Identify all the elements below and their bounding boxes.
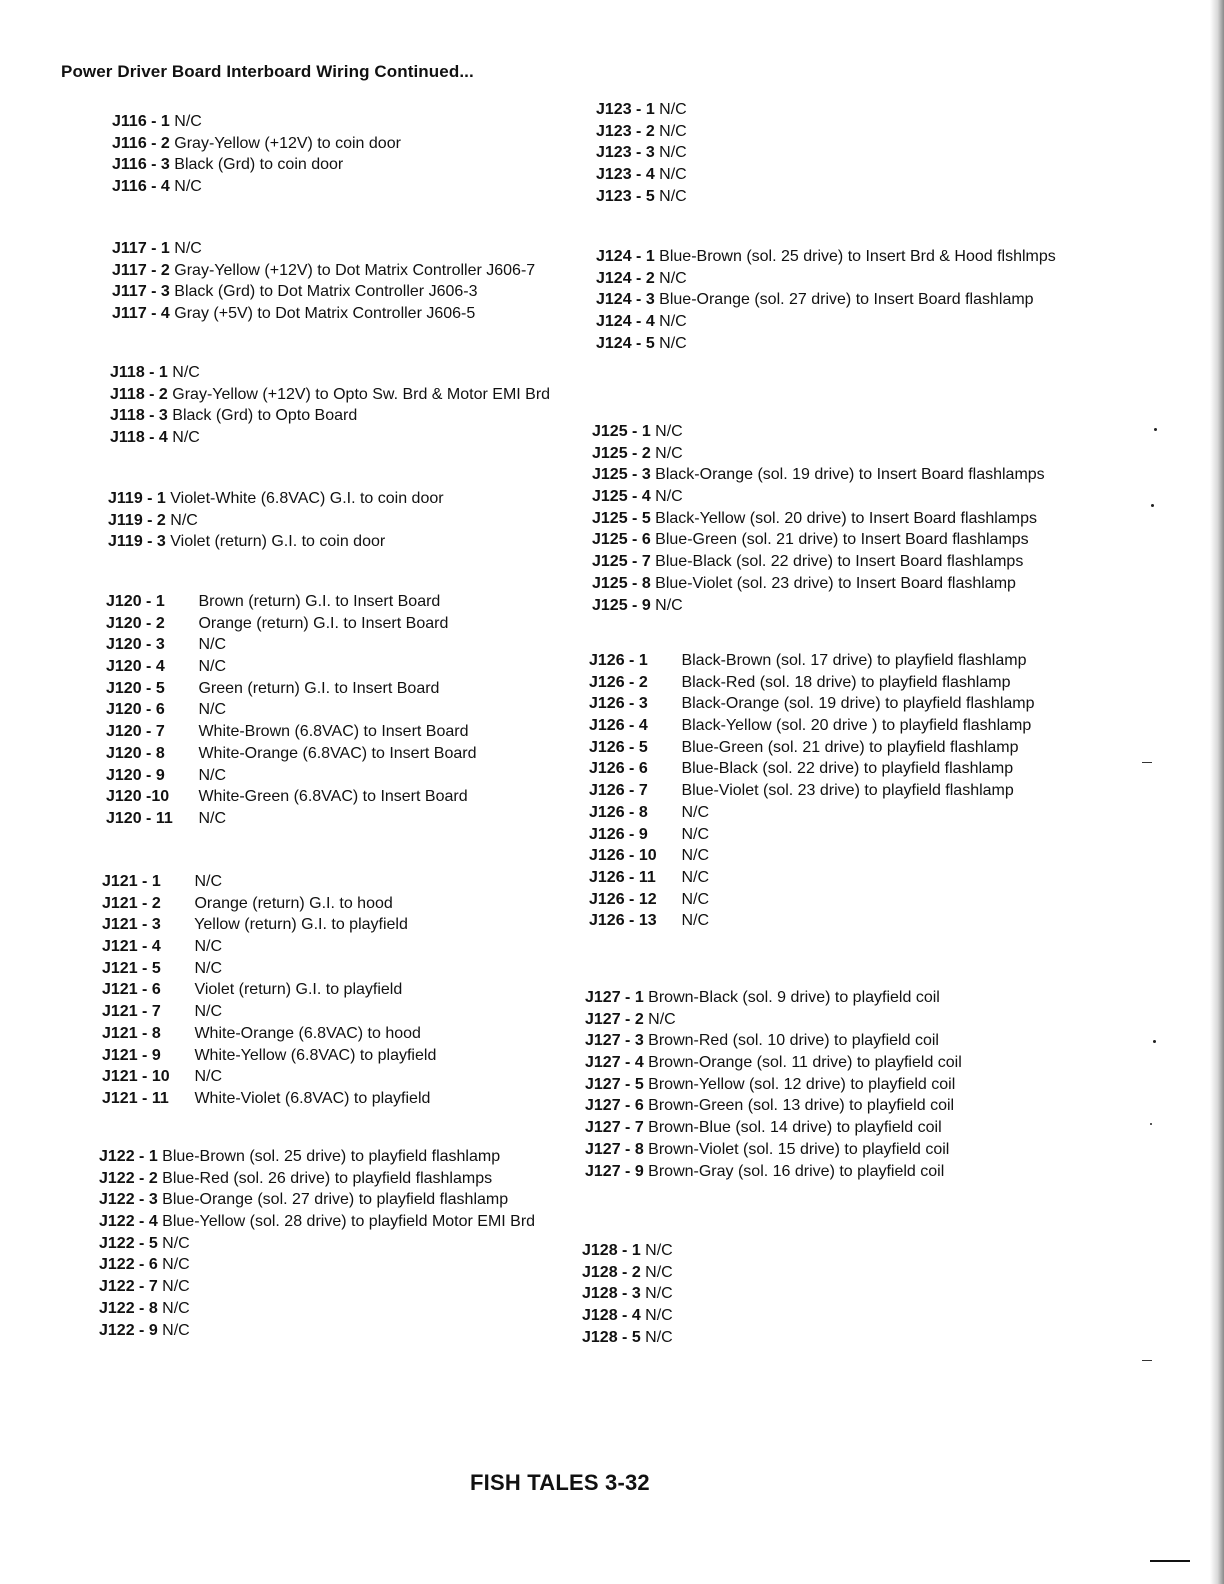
pin-label: J125 - 8 — [592, 574, 651, 592]
pin-row — [592, 443, 1045, 465]
pin-row — [589, 693, 1035, 715]
pin-description: Black-Orange (sol. 19 drive) to Insert Board flashlamps — [655, 466, 1045, 484]
pin-label: J126 - 13 — [589, 912, 657, 930]
pin-row — [106, 743, 477, 765]
pin-row — [589, 910, 1035, 932]
pin-description: Brown-Gray (sol. 16 drive) to playfield coil — [648, 1162, 945, 1180]
connector-group-j123 — [596, 99, 687, 207]
pin-description: N/C — [659, 101, 687, 118]
pin-row — [596, 246, 1056, 268]
connector-group-j125 — [592, 421, 1045, 616]
pin-label: J126 - 6 — [589, 760, 648, 778]
page-title: Power Driver Board Interboard Wiring Continued... — [61, 62, 474, 81]
pin-label: J128 - 2 — [582, 1263, 641, 1281]
pin-label: J121 - 2 — [102, 894, 161, 912]
pin-row — [582, 1327, 673, 1349]
pin-description: Blue-Green (sol. 21 drive) to Insert Board flashlamps — [655, 531, 1029, 549]
pin-row — [585, 1074, 962, 1096]
pin-label: J116 - 4 — [112, 178, 170, 196]
pin-row — [585, 1139, 962, 1161]
pin-label: J118 - 1 — [110, 364, 168, 381]
pin-label: J126 - 7 — [589, 782, 648, 800]
pin-description: Black-Brown (sol. 17 drive) to playfield flashlamp — [681, 652, 1027, 669]
pin-description: Gray (+5V) to Dot Matrix Controller J606-5 — [174, 305, 476, 323]
pin-row — [102, 1001, 436, 1023]
pin-description: Orange (return) G.I. to hood — [194, 894, 393, 912]
pin-label: J121 - 9 — [102, 1046, 161, 1064]
pin-description: N/C — [174, 178, 202, 196]
pin-row — [589, 824, 1035, 846]
pin-description: N/C — [659, 122, 687, 140]
pin-label: J121 - 3 — [102, 916, 161, 934]
pin-row — [112, 176, 401, 198]
pin-row — [596, 311, 1056, 333]
pin-label: J126 - 9 — [589, 825, 648, 843]
pin-description: Brown-Black (sol. 9 drive) to playfield coil — [648, 989, 940, 1006]
pin-description: Black-Orange (sol. 19 drive) to playfield flashlamp — [681, 695, 1035, 713]
pin-label: J122 - 8 — [99, 1299, 158, 1317]
pin-description: N/C — [174, 113, 202, 130]
connector-group-j119 — [108, 488, 444, 553]
pin-label: J128 - 5 — [582, 1328, 641, 1346]
scan-speck — [1150, 1123, 1152, 1125]
pin-row — [589, 737, 1035, 759]
pin-label: J127 - 8 — [585, 1140, 644, 1158]
pin-description: Gray-Yellow (+12V) to Opto Sw. Brd & Motor EMI Brd — [172, 385, 551, 403]
pin-row — [110, 384, 550, 406]
pin-row — [110, 362, 550, 384]
pin-row — [596, 289, 1056, 311]
pin-label: J120 - 9 — [106, 766, 165, 784]
pin-description: N/C — [659, 334, 687, 352]
pin-label: J119 - 3 — [108, 533, 166, 551]
pin-description: Brown-Orange (sol. 11 drive) to playfield coil — [648, 1054, 962, 1072]
pin-description: Blue-Red (sol. 26 drive) to playfield flashlamps — [162, 1169, 493, 1187]
pin-row — [589, 867, 1035, 889]
pin-row — [589, 650, 1035, 672]
pin-row — [585, 1161, 962, 1183]
pin-description: N/C — [645, 1242, 673, 1259]
pin-description: Brown-Blue (sol. 14 drive) to playfield coil — [648, 1119, 942, 1137]
pin-description: N/C — [655, 488, 683, 506]
connector-group-j116 — [112, 111, 401, 198]
scan-mark — [1150, 1560, 1190, 1562]
pin-label: J122 - 4 — [99, 1213, 158, 1231]
pin-label: J125 - 3 — [592, 466, 651, 484]
pin-label: J117 - 4 — [112, 305, 170, 323]
pin-description: N/C — [648, 1010, 676, 1028]
pin-description: White-Yellow (6.8VAC) to playfield — [194, 1046, 437, 1064]
pin-label: J116 - 2 — [112, 134, 170, 152]
pin-row — [112, 303, 535, 325]
pin-row — [102, 914, 436, 936]
pin-label: J118 - 2 — [110, 385, 168, 403]
pin-row — [589, 780, 1035, 802]
pin-description: N/C — [645, 1285, 673, 1303]
pin-description: N/C — [655, 596, 683, 614]
pin-description: Black (Grd) to Dot Matrix Controller J606-3 — [174, 283, 478, 301]
pin-label: J120 - 2 — [106, 614, 165, 632]
pin-row — [589, 889, 1035, 911]
pin-label: J122 - 3 — [99, 1191, 158, 1209]
pin-label: J119 - 2 — [108, 511, 166, 529]
pin-label: J127 - 7 — [585, 1119, 644, 1137]
pin-label: J126 - 12 — [589, 890, 657, 908]
pin-label: J120 - 11 — [106, 809, 173, 827]
pin-row — [592, 421, 1045, 443]
pin-row — [106, 699, 477, 721]
pin-row — [99, 1233, 535, 1255]
pin-description: Brown (return) G.I. to Insert Board — [198, 593, 441, 610]
pin-label: J120 - 6 — [106, 701, 165, 719]
pin-label: J124 - 5 — [596, 334, 655, 352]
pin-row — [108, 510, 444, 532]
pin-description: Blue-Yellow (sol. 28 drive) to playfield Motor EMI Brd — [162, 1213, 536, 1231]
pin-description: Black-Yellow (sol. 20 drive) to Insert Board flashlamps — [655, 509, 1037, 527]
pin-row — [110, 427, 550, 449]
pin-description: Blue-Green (sol. 21 drive) to playfield flashlamp — [681, 738, 1019, 756]
pin-label: J121 - 4 — [102, 938, 161, 956]
pin-description: Black (Grd) to Opto Board — [172, 407, 358, 425]
connector-group-j126 — [589, 650, 1035, 932]
pin-label: J123 - 4 — [596, 166, 655, 184]
pin-description: N/C — [645, 1328, 673, 1346]
pin-row — [112, 260, 535, 282]
pin-row — [108, 531, 444, 553]
pin-description: Orange (return) G.I. to Insert Board — [198, 614, 449, 632]
pin-description: White-Orange (6.8VAC) to Insert Board — [198, 744, 477, 762]
pin-description: N/C — [198, 658, 227, 676]
connector-group-j124 — [596, 246, 1056, 354]
pin-label: J120 - 3 — [106, 636, 165, 654]
pin-label: J124 - 3 — [596, 291, 655, 309]
pin-row — [589, 672, 1035, 694]
pin-row — [592, 573, 1045, 595]
connector-group-j121 — [102, 871, 436, 1110]
pin-row — [596, 186, 687, 208]
pin-description: Brown-Violet (sol. 15 drive) to playfield coil — [648, 1140, 950, 1158]
pin-row — [592, 464, 1045, 486]
pin-row — [102, 871, 436, 893]
connector-group-j128 — [582, 1240, 673, 1348]
pin-description: N/C — [194, 938, 223, 956]
pin-label: J127 - 9 — [585, 1162, 644, 1180]
pin-description: N/C — [681, 825, 710, 843]
pin-label: J128 - 4 — [582, 1307, 641, 1325]
pin-description: N/C — [172, 364, 200, 381]
pin-description: N/C — [681, 890, 710, 908]
pin-label: J116 - 1 — [112, 113, 170, 130]
pin-label: J126 - 4 — [589, 717, 648, 735]
pin-description: N/C — [198, 766, 227, 784]
scan-mark — [1142, 762, 1152, 763]
pin-row — [102, 1066, 436, 1088]
pin-description: Violet (return) G.I. to coin door — [170, 533, 386, 551]
pin-label: J121 - 6 — [102, 981, 161, 999]
pin-row — [112, 154, 401, 176]
pin-description: Blue-Orange (sol. 27 drive) to playfield flashlamp — [162, 1191, 509, 1209]
pin-row — [112, 133, 401, 155]
pin-row — [596, 142, 687, 164]
pin-description: N/C — [659, 313, 687, 331]
pin-label: J122 - 1 — [99, 1148, 158, 1165]
pin-label: J124 - 1 — [596, 248, 655, 265]
connector-group-j127 — [585, 987, 962, 1182]
pin-row — [582, 1283, 673, 1305]
pin-description: N/C — [162, 1299, 190, 1317]
pin-label: J121 - 1 — [102, 873, 161, 890]
pin-row — [592, 551, 1045, 573]
pin-row — [596, 333, 1056, 355]
pin-row — [592, 508, 1045, 530]
pin-label: J122 - 6 — [99, 1256, 158, 1274]
pin-row — [592, 529, 1045, 551]
pin-description: N/C — [198, 809, 227, 827]
pin-label: J121 - 5 — [102, 959, 161, 977]
pin-row — [589, 715, 1035, 737]
pin-description: N/C — [198, 701, 227, 719]
page-footer: FISH TALES 3-32 — [470, 1470, 650, 1495]
connector-group-j118 — [110, 362, 550, 449]
pin-row — [102, 893, 436, 915]
pin-description: N/C — [194, 873, 223, 890]
pin-row — [99, 1146, 535, 1168]
pin-label: J125 - 5 — [592, 509, 651, 527]
pin-description: N/C — [194, 1068, 223, 1086]
pin-row — [596, 99, 687, 121]
pin-description: N/C — [659, 187, 687, 205]
pin-label: J126 - 3 — [589, 695, 648, 713]
pin-row — [582, 1305, 673, 1327]
pin-label: J120 - 8 — [106, 744, 165, 762]
pin-description: N/C — [645, 1263, 673, 1281]
pin-description: N/C — [655, 444, 683, 462]
pin-description: N/C — [162, 1278, 190, 1296]
pin-row — [99, 1189, 535, 1211]
pin-description: N/C — [174, 240, 202, 257]
pin-description: Blue-Brown (sol. 25 drive) to Insert Brd & Hood flshlmps — [659, 248, 1056, 265]
pin-description: Gray-Yellow (+12V) to Dot Matrix Controller J606-7 — [174, 261, 536, 279]
pin-label: J126 - 2 — [589, 673, 648, 691]
pin-row — [585, 1117, 962, 1139]
pin-label: J121 - 10 — [102, 1068, 170, 1086]
pin-label: J118 - 4 — [110, 429, 168, 447]
pin-label: J125 - 7 — [592, 553, 651, 571]
pin-label: J120 - 7 — [106, 723, 165, 741]
pin-label: J127 - 4 — [585, 1054, 644, 1072]
pin-label: J124 - 2 — [596, 269, 655, 287]
pin-row — [585, 1030, 962, 1052]
pin-label: J128 - 3 — [582, 1285, 641, 1303]
pin-row — [596, 268, 1056, 290]
pin-label: J117 - 2 — [112, 261, 170, 279]
pin-row — [585, 1052, 962, 1074]
pin-label: J123 - 2 — [596, 122, 655, 140]
pin-row — [99, 1254, 535, 1276]
pin-row — [99, 1320, 535, 1342]
pin-label: J116 - 3 — [112, 156, 170, 174]
pin-label: J121 - 11 — [102, 1089, 169, 1107]
pin-description: Gray-Yellow (+12V) to coin door — [174, 134, 401, 152]
pin-row — [106, 656, 477, 678]
pin-row — [106, 721, 477, 743]
pin-row — [596, 164, 687, 186]
pin-description: N/C — [659, 144, 687, 162]
pin-row — [592, 486, 1045, 508]
pin-row — [112, 281, 535, 303]
pin-label: J125 - 1 — [592, 423, 651, 440]
pin-label: J127 - 2 — [585, 1010, 644, 1028]
pin-label: J126 - 5 — [589, 738, 648, 756]
pin-label: J124 - 4 — [596, 313, 655, 331]
pin-row — [585, 987, 962, 1009]
pin-label: J122 - 5 — [99, 1234, 158, 1252]
pin-label: J121 - 8 — [102, 1024, 161, 1042]
pin-label: J118 - 3 — [110, 407, 168, 425]
pin-description: Blue-Orange (sol. 27 drive) to Insert Board flashlamp — [659, 291, 1034, 309]
pin-description: Green (return) G.I. to Insert Board — [198, 679, 440, 697]
scan-speck — [1154, 428, 1157, 431]
pin-label: J126 - 10 — [589, 847, 657, 865]
pin-description: N/C — [194, 959, 223, 977]
pin-description: N/C — [681, 803, 710, 821]
pin-description: N/C — [655, 423, 683, 440]
pin-description: N/C — [659, 166, 687, 184]
pin-description: N/C — [162, 1321, 190, 1339]
connector-group-j117 — [112, 238, 535, 325]
pin-description: Blue-Violet (sol. 23 drive) to Insert Board flashlamp — [655, 574, 1016, 592]
pin-label: J117 - 1 — [112, 240, 170, 257]
pin-row — [106, 591, 477, 613]
pin-description: N/C — [681, 847, 710, 865]
pin-description: Black-Yellow (sol. 20 drive ) to playfield flashlamp — [681, 717, 1032, 735]
pin-label: J127 - 1 — [585, 989, 644, 1006]
pin-label: J121 - 7 — [102, 1003, 161, 1021]
pin-row — [106, 678, 477, 700]
pin-row — [112, 111, 401, 133]
pin-row — [108, 488, 444, 510]
pin-row — [102, 958, 436, 980]
pin-row — [596, 121, 687, 143]
pin-row — [102, 936, 436, 958]
pin-row — [106, 808, 477, 830]
pin-label: J122 - 2 — [99, 1169, 158, 1187]
pin-description: White-Orange (6.8VAC) to hood — [194, 1024, 421, 1042]
pin-description: Violet (return) G.I. to playfield — [194, 981, 403, 999]
pin-row — [99, 1211, 535, 1233]
pin-row — [589, 802, 1035, 824]
pin-row — [589, 845, 1035, 867]
pin-label: J117 - 3 — [112, 283, 170, 301]
pin-label: J125 - 4 — [592, 488, 651, 506]
pin-row — [582, 1262, 673, 1284]
pin-label: J119 - 1 — [108, 490, 166, 507]
pin-label: J120 -10 — [106, 788, 170, 806]
pin-label: J120 - 4 — [106, 658, 165, 676]
pin-description: Blue-Black (sol. 22 drive) to playfield flashlamp — [681, 760, 1014, 778]
pin-description: Blue-Violet (sol. 23 drive) to playfield flashlamp — [681, 782, 1014, 800]
pin-label: J126 - 8 — [589, 803, 648, 821]
pin-label: J127 - 5 — [585, 1075, 644, 1093]
pin-description: N/C — [681, 868, 710, 886]
pin-label: J128 - 1 — [582, 1242, 641, 1259]
pin-description: Yellow (return) G.I. to playfield — [194, 916, 408, 934]
pin-row — [102, 1088, 436, 1110]
pin-label: J125 - 2 — [592, 444, 651, 462]
pin-description: White-Violet (6.8VAC) to playfield — [194, 1089, 431, 1107]
page-edge-shadow — [1210, 0, 1224, 1584]
pin-description: White-Brown (6.8VAC) to Insert Board — [198, 723, 469, 741]
pin-row — [589, 758, 1035, 780]
pin-label: J122 - 9 — [99, 1321, 158, 1339]
pin-label: J123 - 5 — [596, 187, 655, 205]
pin-row — [106, 613, 477, 635]
pin-row — [585, 1009, 962, 1031]
connector-group-j120 — [106, 591, 477, 830]
pin-label: J122 - 7 — [99, 1278, 158, 1296]
pin-description: N/C — [659, 269, 687, 287]
pin-label: J127 - 6 — [585, 1097, 644, 1115]
pin-label: J126 - 1 — [589, 652, 648, 669]
pin-description: N/C — [170, 511, 198, 529]
pin-label: J120 - 5 — [106, 679, 165, 697]
pin-label: J127 - 3 — [585, 1032, 644, 1050]
pin-description: Black-Red (sol. 18 drive) to playfield flashlamp — [681, 673, 1011, 691]
pin-description: Black (Grd) to coin door — [174, 156, 344, 174]
pin-row — [102, 1045, 436, 1067]
pin-row — [112, 238, 535, 260]
pin-description: N/C — [194, 1003, 223, 1021]
pin-description: N/C — [162, 1234, 190, 1252]
pin-label: J126 - 11 — [589, 868, 656, 886]
pin-label: J123 - 3 — [596, 144, 655, 162]
pin-label: J120 - 1 — [106, 593, 165, 610]
pin-description: Blue-Black (sol. 22 drive) to Insert Board flashlamps — [655, 553, 1024, 571]
pin-description: Brown-Yellow (sol. 12 drive) to playfield coil — [648, 1075, 956, 1093]
pin-label: J123 - 1 — [596, 101, 655, 118]
pin-description: White-Green (6.8VAC) to Insert Board — [198, 788, 468, 806]
pin-description: N/C — [645, 1307, 673, 1325]
scan-speck — [1153, 1040, 1156, 1043]
pin-description: Brown-Red (sol. 10 drive) to playfield coil — [648, 1032, 939, 1050]
scan-mark — [1142, 1360, 1152, 1361]
pin-description: Brown-Green (sol. 13 drive) to playfield coil — [648, 1097, 955, 1115]
pin-label: J125 - 6 — [592, 531, 651, 549]
pin-row — [106, 765, 477, 787]
pin-row — [99, 1168, 535, 1190]
pin-label: J125 - 9 — [592, 596, 651, 614]
pin-row — [102, 979, 436, 1001]
pin-row — [106, 634, 477, 656]
pin-row — [582, 1240, 673, 1262]
pin-row — [99, 1276, 535, 1298]
pin-description: Blue-Brown (sol. 25 drive) to playfield flashlamp — [162, 1148, 501, 1165]
pin-description: N/C — [198, 636, 227, 654]
pin-row — [110, 405, 550, 427]
connector-group-j122 — [99, 1146, 535, 1341]
pin-row — [102, 1023, 436, 1045]
pin-description: Violet-White (6.8VAC) G.I. to coin door — [170, 490, 444, 507]
scan-speck — [1151, 504, 1154, 507]
pin-description: N/C — [681, 912, 710, 930]
pin-row — [585, 1095, 962, 1117]
pin-row — [99, 1298, 535, 1320]
pin-description: N/C — [162, 1256, 190, 1274]
pin-row — [592, 595, 1045, 617]
pin-description: N/C — [172, 429, 200, 447]
pin-row — [106, 786, 477, 808]
